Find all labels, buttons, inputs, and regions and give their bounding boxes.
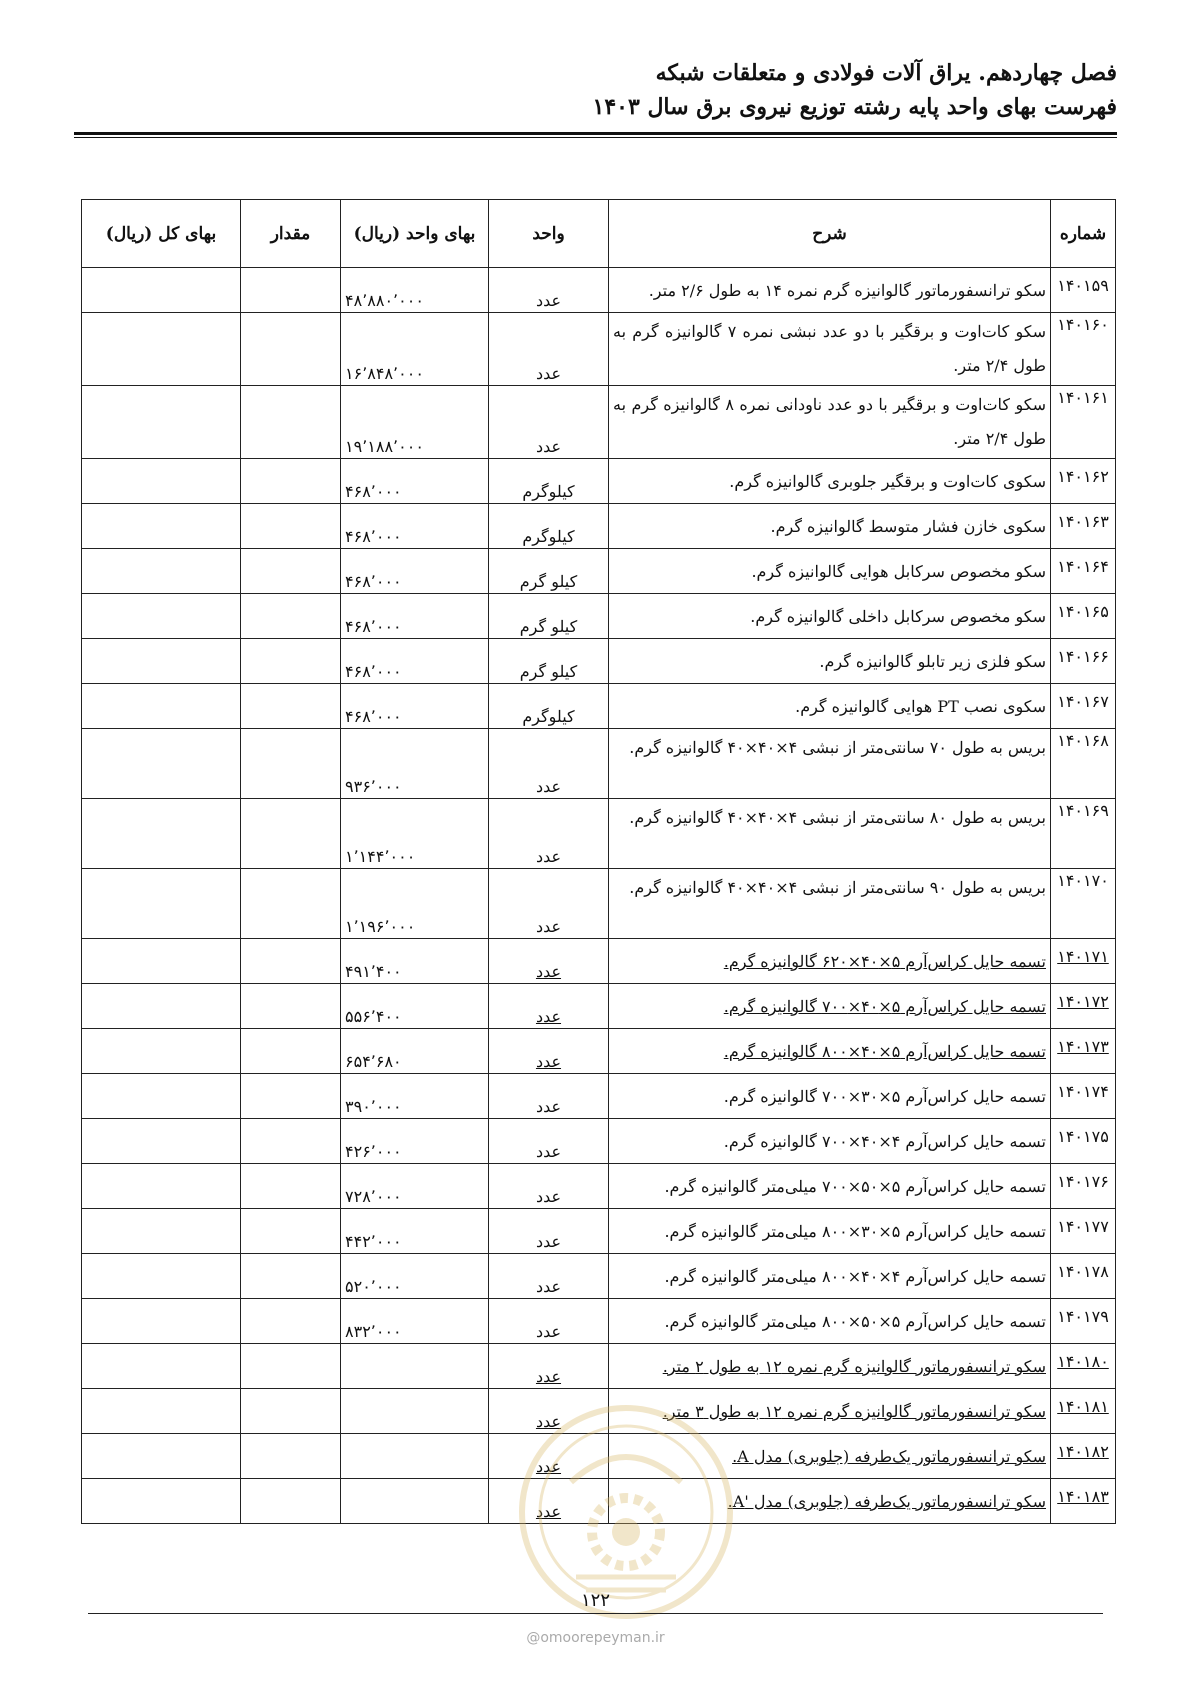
row-description — [609, 549, 1051, 594]
row-description — [609, 459, 1051, 504]
row-description — [609, 1479, 1051, 1524]
row-quantity — [241, 639, 341, 684]
row-unit-price-text: ۴۶۸٬۰۰۰ — [345, 707, 402, 726]
table-row — [82, 684, 1116, 729]
row-unit-price-text: ۷۲۸٬۰۰۰ — [345, 1187, 402, 1206]
row-unit — [489, 504, 609, 549]
row-unit-price — [341, 459, 489, 504]
row-unit-price-text: ۴۶۸٬۰۰۰ — [345, 572, 402, 591]
row-number-text: ۱۴۰۱۷۷ — [1057, 1217, 1109, 1236]
row-total-price — [82, 313, 241, 386]
row-number — [1051, 1434, 1116, 1479]
row-number — [1051, 1164, 1116, 1209]
row-unit-price — [341, 386, 489, 459]
row-description — [609, 1299, 1051, 1344]
table-row — [82, 984, 1116, 1029]
col-header-description: شرح — [609, 200, 1051, 268]
row-number-text: ۱۴۰۱۸۱ — [1057, 1397, 1109, 1416]
row-description-text: تسمه حایل کراس‌آرم ۵×۴۰×۷۰۰ گالوانیزه گرم. — [723, 997, 1046, 1016]
row-unit-price-text: ۴۴۲٬۰۰۰ — [345, 1232, 402, 1251]
row-unit-price-text: ۵۵۶٬۴۰۰ — [345, 1007, 402, 1026]
row-quantity — [241, 549, 341, 594]
row-number-text: ۱۴۰۱۷۸ — [1057, 1262, 1109, 1281]
row-number — [1051, 1389, 1116, 1434]
row-unit-text: عدد — [535, 1187, 562, 1206]
row-number-text: ۱۴۰۱۶۰ — [1057, 315, 1109, 334]
table-row — [82, 594, 1116, 639]
row-total-price — [82, 869, 241, 939]
row-unit-text: عدد — [535, 1232, 562, 1251]
col-header-unit: واحد — [489, 200, 609, 268]
row-number-text: ۱۴۰۱۷۲ — [1057, 992, 1109, 1011]
row-unit — [489, 1479, 609, 1524]
row-number-text: ۱۴۰۱۶۹ — [1057, 801, 1109, 820]
table-row — [82, 729, 1116, 799]
chapter-title: فصل چهاردهم. یراق آلات فولادی و متعلقات شبکه — [655, 60, 1117, 86]
row-unit-text: کیلوگرم — [522, 707, 575, 726]
row-quantity — [241, 1029, 341, 1074]
row-unit-price — [341, 549, 489, 594]
row-number — [1051, 1074, 1116, 1119]
row-unit-text: عدد — [535, 364, 562, 383]
row-quantity — [241, 729, 341, 799]
row-unit-text: کیلو گرم — [519, 572, 578, 591]
row-quantity — [241, 313, 341, 386]
row-description-text: بریس به طول ۷۰ سانتی‌متر از نبشی ۴×۴۰×۴۰ گالوانیزه گرم. — [629, 738, 1046, 757]
row-number — [1051, 268, 1116, 313]
row-description-text: تسمه حایل کراس‌آرم ۴×۴۰×۸۰۰ میلی‌متر گالوانیزه گرم. — [664, 1267, 1046, 1286]
row-unit-price-text: ۴۹۱٬۴۰۰ — [345, 962, 402, 981]
row-number — [1051, 1299, 1116, 1344]
row-quantity — [241, 504, 341, 549]
row-number — [1051, 869, 1116, 939]
row-description-text: سکو فلزی زیر تابلو گالوانیزه گرم. — [819, 652, 1046, 671]
row-total-price — [82, 1209, 241, 1254]
row-unit-price — [341, 268, 489, 313]
row-description — [609, 684, 1051, 729]
row-unit-text: کیلو گرم — [519, 662, 578, 681]
row-unit — [489, 1164, 609, 1209]
row-total-price — [82, 939, 241, 984]
table-row — [82, 1254, 1116, 1299]
row-total-price — [82, 1299, 241, 1344]
row-quantity — [241, 939, 341, 984]
col-header-number: شماره — [1051, 200, 1116, 268]
row-unit — [489, 984, 609, 1029]
row-unit — [489, 313, 609, 386]
row-number — [1051, 1479, 1116, 1524]
table-row — [82, 1434, 1116, 1479]
row-number — [1051, 459, 1116, 504]
row-total-price — [82, 1434, 241, 1479]
row-description-text: تسمه حایل کراس‌آرم ۴×۴۰×۷۰۰ گالوانیزه گرم. — [723, 1132, 1046, 1151]
row-description — [609, 939, 1051, 984]
row-description — [609, 313, 1051, 386]
row-description-text: بریس به طول ۹۰ سانتی‌متر از نبشی ۴×۴۰×۴۰ گالوانیزه گرم. — [629, 878, 1046, 897]
row-unit-price-text: ۵۲۰٬۰۰۰ — [345, 1277, 402, 1296]
row-unit-price — [341, 939, 489, 984]
row-unit — [489, 939, 609, 984]
row-description-text: سکو ترانسفورماتور گالوانیزه گرم نمره ۱۲ به طول ۳ متر. — [662, 1402, 1046, 1421]
row-unit-text: عدد — [535, 1412, 562, 1431]
row-unit-price — [341, 504, 489, 549]
row-description-text: بریس به طول ۸۰ سانتی‌متر از نبشی ۴×۴۰×۴۰ گالوانیزه گرم. — [629, 808, 1046, 827]
row-total-price — [82, 268, 241, 313]
row-unit-price — [341, 984, 489, 1029]
table-row — [82, 639, 1116, 684]
row-number-text: ۱۴۰۱۶۶ — [1057, 647, 1109, 666]
header-rule-thick — [74, 132, 1117, 135]
table-row — [82, 1209, 1116, 1254]
row-description — [609, 594, 1051, 639]
row-unit — [489, 1254, 609, 1299]
table-row — [82, 869, 1116, 939]
table-body — [82, 268, 1116, 1524]
table-row — [82, 268, 1116, 313]
list-title: فهرست بهای واحد پایه رشته توزیع نیروی برق سال ۱۴۰۳ — [592, 94, 1117, 120]
row-number — [1051, 1344, 1116, 1389]
row-unit-price — [341, 684, 489, 729]
row-total-price — [82, 594, 241, 639]
row-unit-price — [341, 1029, 489, 1074]
row-quantity — [241, 459, 341, 504]
row-unit — [489, 1029, 609, 1074]
row-total-price — [82, 684, 241, 729]
row-total-price — [82, 1119, 241, 1164]
row-quantity — [241, 1209, 341, 1254]
row-total-price — [82, 1074, 241, 1119]
row-number-text: ۱۴۰۱۷۵ — [1057, 1127, 1109, 1146]
row-unit — [489, 729, 609, 799]
row-quantity — [241, 1434, 341, 1479]
row-unit-price-text: ۱٬۱۹۶٬۰۰۰ — [345, 917, 416, 936]
row-description — [609, 1389, 1051, 1434]
row-unit-price — [341, 1209, 489, 1254]
row-description-text: سکو ترانسفورماتور یک‌طرفه (جلوبری) مدل 'A. — [727, 1492, 1046, 1511]
row-number-text: ۱۴۰۱۷۳ — [1057, 1037, 1109, 1056]
row-description — [609, 1119, 1051, 1164]
row-unit-price — [341, 1389, 489, 1434]
row-unit — [489, 869, 609, 939]
row-total-price — [82, 984, 241, 1029]
row-unit-price-text: ۱۶٬۸۴۸٬۰۰۰ — [345, 364, 424, 383]
row-unit-text: عدد — [535, 847, 562, 866]
row-number — [1051, 594, 1116, 639]
row-description — [609, 1344, 1051, 1389]
row-description — [609, 1164, 1051, 1209]
table-row — [82, 504, 1116, 549]
row-unit-text: عدد — [535, 1277, 562, 1296]
row-description — [609, 1074, 1051, 1119]
row-description — [609, 1254, 1051, 1299]
page-header — [74, 56, 1117, 124]
footer-rule — [88, 1613, 1103, 1614]
row-unit-price-text: ۴۶۸٬۰۰۰ — [345, 482, 402, 501]
row-total-price — [82, 639, 241, 684]
row-unit-price — [341, 729, 489, 799]
row-number — [1051, 549, 1116, 594]
row-unit-text: عدد — [535, 1322, 562, 1341]
row-unit-text: عدد — [535, 1457, 562, 1476]
row-description — [609, 869, 1051, 939]
row-quantity — [241, 1389, 341, 1434]
row-unit-price-text: ۴۶۸٬۰۰۰ — [345, 527, 402, 546]
row-unit-text: عدد — [535, 917, 562, 936]
row-unit-price — [341, 799, 489, 869]
row-number-text: ۱۴۰۱۷۶ — [1057, 1172, 1109, 1191]
row-number — [1051, 1254, 1116, 1299]
row-unit-price-text: ۳۹۰٬۰۰۰ — [345, 1097, 402, 1116]
row-quantity — [241, 799, 341, 869]
row-number-text: ۱۴۰۱۶۷ — [1057, 692, 1109, 711]
row-description-text: تسمه حایل کراس‌آرم ۵×۴۰×۸۰۰ گالوانیزه گرم. — [723, 1042, 1046, 1061]
row-total-price — [82, 1479, 241, 1524]
table-row — [82, 549, 1116, 594]
row-unit-price-text: ۴۶۸٬۰۰۰ — [345, 617, 402, 636]
row-quantity — [241, 1299, 341, 1344]
row-unit-text: عدد — [535, 777, 562, 796]
row-number-text: ۱۴۰۱۷۰ — [1057, 871, 1109, 890]
row-quantity — [241, 594, 341, 639]
row-quantity — [241, 386, 341, 459]
row-unit-text: عدد — [535, 1367, 562, 1386]
col-header-unit-price: بهای واحد (ریال) — [341, 200, 489, 268]
row-quantity — [241, 268, 341, 313]
row-unit — [489, 684, 609, 729]
row-number — [1051, 984, 1116, 1029]
row-number — [1051, 1119, 1116, 1164]
row-quantity — [241, 869, 341, 939]
row-unit — [489, 1434, 609, 1479]
row-description-text: تسمه حایل کراس‌آرم ۵×۴۰×۶۲۰ گالوانیزه گرم. — [723, 952, 1046, 971]
table-row — [82, 1389, 1116, 1434]
row-number-text: ۱۴۰۱۸۰ — [1057, 1352, 1109, 1371]
row-number — [1051, 639, 1116, 684]
row-number — [1051, 684, 1116, 729]
row-unit — [489, 1344, 609, 1389]
row-total-price — [82, 1029, 241, 1074]
row-description-text: تسمه حایل کراس‌آرم ۵×۳۰×۷۰۰ گالوانیزه گرم. — [723, 1087, 1046, 1106]
row-number-text: ۱۴۰۱۶۱ — [1057, 388, 1109, 407]
row-unit-price — [341, 1299, 489, 1344]
row-unit-text: عدد — [535, 962, 562, 981]
row-total-price — [82, 1164, 241, 1209]
row-description-text: سکو مخصوص سرکابل داخلی گالوانیزه گرم. — [750, 607, 1046, 626]
row-unit-price — [341, 1254, 489, 1299]
row-quantity — [241, 984, 341, 1029]
row-total-price — [82, 459, 241, 504]
row-number — [1051, 729, 1116, 799]
row-description — [609, 1434, 1051, 1479]
table-row — [82, 386, 1116, 459]
row-unit-text: عدد — [535, 1052, 562, 1071]
row-quantity — [241, 1164, 341, 1209]
row-description-text: سکو کات‌اوت و برقگیر با دو عدد ناودانی نمره ۸ گالوانیزه گرم به طول ۲/۴ متر. — [613, 395, 1046, 448]
row-quantity — [241, 1344, 341, 1389]
row-description-text: سکو کات‌اوت و برقگیر با دو عدد نبشی نمره ۷ گالوانیزه گرم به طول ۲/۴ متر. — [613, 322, 1046, 375]
row-unit-price — [341, 1119, 489, 1164]
col-header-quantity: مقدار — [241, 200, 341, 268]
row-number-text: ۱۴۰۱۸۳ — [1057, 1487, 1109, 1506]
row-total-price — [82, 1389, 241, 1434]
row-description — [609, 504, 1051, 549]
row-description-text: سکوی کات‌اوت و برقگیر جلوبری گالوانیزه گرم. — [729, 472, 1046, 491]
row-total-price — [82, 504, 241, 549]
row-total-price — [82, 386, 241, 459]
row-description — [609, 268, 1051, 313]
row-unit-price — [341, 1164, 489, 1209]
row-total-price — [82, 729, 241, 799]
row-number-text: ۱۴۰۱۸۲ — [1057, 1442, 1109, 1461]
row-unit — [489, 1209, 609, 1254]
row-description — [609, 729, 1051, 799]
row-number-text: ۱۴۰۱۷۹ — [1057, 1307, 1109, 1326]
row-unit — [489, 639, 609, 684]
row-description-text: سکوی خازن فشار متوسط گالوانیزه گرم. — [770, 517, 1046, 536]
row-unit — [489, 799, 609, 869]
row-unit — [489, 268, 609, 313]
row-unit — [489, 1299, 609, 1344]
row-description-text: سکو مخصوص سرکابل هوایی گالوانیزه گرم. — [751, 562, 1046, 581]
col-header-total-price: بهای کل (ریال) — [82, 200, 241, 268]
table-row — [82, 799, 1116, 869]
row-number-text: ۱۴۰۱۷۴ — [1057, 1082, 1109, 1101]
row-total-price — [82, 799, 241, 869]
row-quantity — [241, 1479, 341, 1524]
table-row — [82, 1299, 1116, 1344]
row-unit-text: عدد — [535, 291, 562, 310]
row-unit-price-text: ۴۸٬۸۸۰٬۰۰۰ — [345, 291, 424, 310]
row-unit-price — [341, 1344, 489, 1389]
row-description — [609, 799, 1051, 869]
row-number — [1051, 939, 1116, 984]
page-number: ۱۲۲ — [580, 1590, 610, 1611]
row-unit-price — [341, 313, 489, 386]
row-unit-text: کیلو گرم — [519, 617, 578, 636]
row-unit-text: کیلوگرم — [522, 482, 575, 501]
row-unit-price — [341, 639, 489, 684]
row-total-price — [82, 549, 241, 594]
table-row — [82, 1029, 1116, 1074]
row-number — [1051, 799, 1116, 869]
row-description-text: سکو ترانسفورماتور گالوانیزه گرم نمره ۱۲ به طول ۲ متر. — [662, 1357, 1046, 1376]
row-unit-price-text: ۴۲۶٬۰۰۰ — [345, 1142, 402, 1161]
row-number — [1051, 386, 1116, 459]
table-row — [82, 1344, 1116, 1389]
row-total-price — [82, 1344, 241, 1389]
row-unit-text: عدد — [535, 1007, 562, 1026]
row-quantity — [241, 1119, 341, 1164]
row-description-text: سکو ترانسفورماتور یک‌طرفه (جلوبری) مدل A. — [732, 1447, 1046, 1466]
row-unit-price — [341, 1434, 489, 1479]
row-description — [609, 1029, 1051, 1074]
row-unit-price-text: ۱٬۱۴۴٬۰۰۰ — [345, 847, 416, 866]
row-unit — [489, 1074, 609, 1119]
row-total-price — [82, 1254, 241, 1299]
row-description — [609, 386, 1051, 459]
row-number-text: ۱۴۰۱۶۸ — [1057, 731, 1109, 750]
row-description-text: تسمه حایل کراس‌آرم ۵×۵۰×۷۰۰ میلی‌متر گالوانیزه گرم. — [664, 1177, 1046, 1196]
row-description-text: تسمه حایل کراس‌آرم ۵×۳۰×۸۰۰ میلی‌متر گالوانیزه گرم. — [664, 1222, 1046, 1241]
row-unit-text: کیلوگرم — [522, 527, 575, 546]
row-quantity — [241, 1074, 341, 1119]
row-unit-price-text: ۸۳۲٬۰۰۰ — [345, 1322, 402, 1341]
row-description — [609, 984, 1051, 1029]
row-unit — [489, 459, 609, 504]
row-description-text: سکو ترانسفورماتور گالوانیزه گرم نمره ۱۴ به طول ۲/۶ متر. — [648, 281, 1046, 300]
row-unit — [489, 386, 609, 459]
row-unit-price-text: ۱۹٬۱۸۸٬۰۰۰ — [345, 437, 424, 456]
row-unit-price-text: ۶۵۴٬۶۸۰ — [345, 1052, 402, 1071]
row-unit-price-text: ۹۳۶٬۰۰۰ — [345, 777, 402, 796]
row-number-text: ۱۴۰۱۶۴ — [1057, 557, 1109, 576]
table-row — [82, 1074, 1116, 1119]
row-number — [1051, 1029, 1116, 1074]
table-header-row — [82, 200, 1116, 268]
row-unit-text: عدد — [535, 1097, 562, 1116]
table-row — [82, 939, 1116, 984]
row-quantity — [241, 1254, 341, 1299]
table-row — [82, 1164, 1116, 1209]
row-description — [609, 1209, 1051, 1254]
row-unit — [489, 594, 609, 639]
row-number — [1051, 1209, 1116, 1254]
row-number-text: ۱۴۰۱۵۹ — [1057, 276, 1109, 295]
row-unit — [489, 549, 609, 594]
row-description-text: سکوی نصب PT هوایی گالوانیزه گرم. — [795, 697, 1046, 716]
row-unit-price — [341, 594, 489, 639]
row-number-text: ۱۴۰۱۶۵ — [1057, 602, 1109, 621]
row-description — [609, 639, 1051, 684]
table-row — [82, 1479, 1116, 1524]
site-watermark-text: @omoorepeyman.ir — [526, 1630, 665, 1646]
row-unit-price — [341, 869, 489, 939]
row-unit-text: عدد — [535, 1502, 562, 1521]
row-number-text: ۱۴۰۱۷۱ — [1057, 947, 1109, 966]
row-unit-price — [341, 1074, 489, 1119]
header-rule-thin — [74, 137, 1117, 138]
row-number — [1051, 313, 1116, 386]
row-number-text: ۱۴۰۱۶۲ — [1057, 467, 1109, 486]
row-number — [1051, 504, 1116, 549]
row-unit-text: عدد — [535, 437, 562, 456]
row-quantity — [241, 684, 341, 729]
row-number-text: ۱۴۰۱۶۳ — [1057, 512, 1109, 531]
table-row — [82, 313, 1116, 386]
row-unit — [489, 1119, 609, 1164]
table-row — [82, 459, 1116, 504]
row-unit — [489, 1389, 609, 1434]
row-unit-text: عدد — [535, 1142, 562, 1161]
table-row — [82, 1119, 1116, 1164]
row-unit-price — [341, 1479, 489, 1524]
price-table — [81, 199, 1116, 1524]
row-unit-price-text: ۴۶۸٬۰۰۰ — [345, 662, 402, 681]
row-description-text: تسمه حایل کراس‌آرم ۵×۵۰×۸۰۰ میلی‌متر گالوانیزه گرم. — [664, 1312, 1046, 1331]
